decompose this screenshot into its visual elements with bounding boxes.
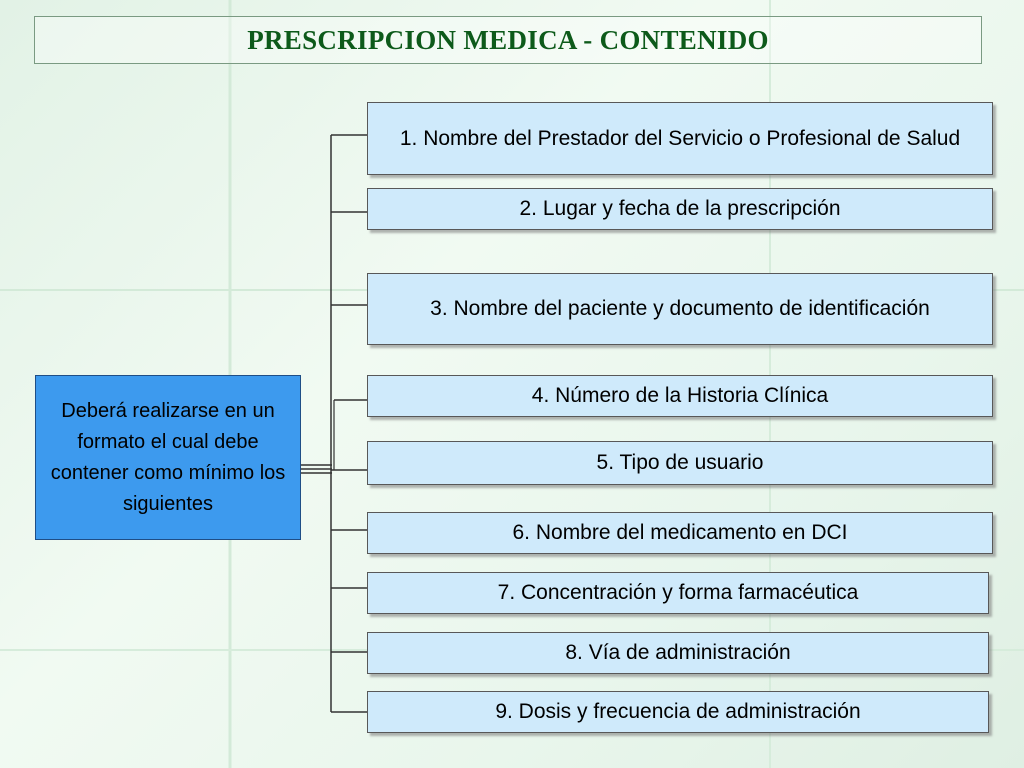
item-node-8 (367, 632, 989, 674)
item-label: 9. Dosis y frecuencia de administración (495, 700, 861, 723)
item-label: 1. Nombre del Prestador del Servicio o Profesional de Salud (399, 126, 961, 150)
item-label: 3. Nombre del paciente y documento de identificación (430, 297, 930, 320)
item-label: 6. Nombre del medicamento en DCI (512, 521, 848, 544)
item-node-9 (367, 691, 989, 733)
item-node-3 (367, 273, 993, 345)
item-label: 7. Concentración y forma farmacéutica (497, 581, 859, 604)
page-title: PRESCRIPCION MEDICA - CONTENIDO (247, 24, 769, 55)
root-node-text: Deberá realizarse en un formato el cual debe contener como mínimo los siguientes (50, 399, 286, 515)
item-node-5 (367, 441, 993, 485)
item-node-7 (367, 572, 989, 614)
item-label: 4. Número de la Historia Clínica (531, 384, 829, 407)
item-node-4 (367, 375, 993, 417)
item-label: 8. Vía de administración (565, 641, 791, 664)
item-label: 5. Tipo de usuario (596, 451, 764, 474)
item-node-2 (367, 188, 993, 230)
item-node-6 (367, 512, 993, 554)
item-label: 2. Lugar y fecha de la prescripción (519, 197, 841, 220)
root-node (35, 375, 301, 540)
item-node-1 (367, 102, 993, 175)
